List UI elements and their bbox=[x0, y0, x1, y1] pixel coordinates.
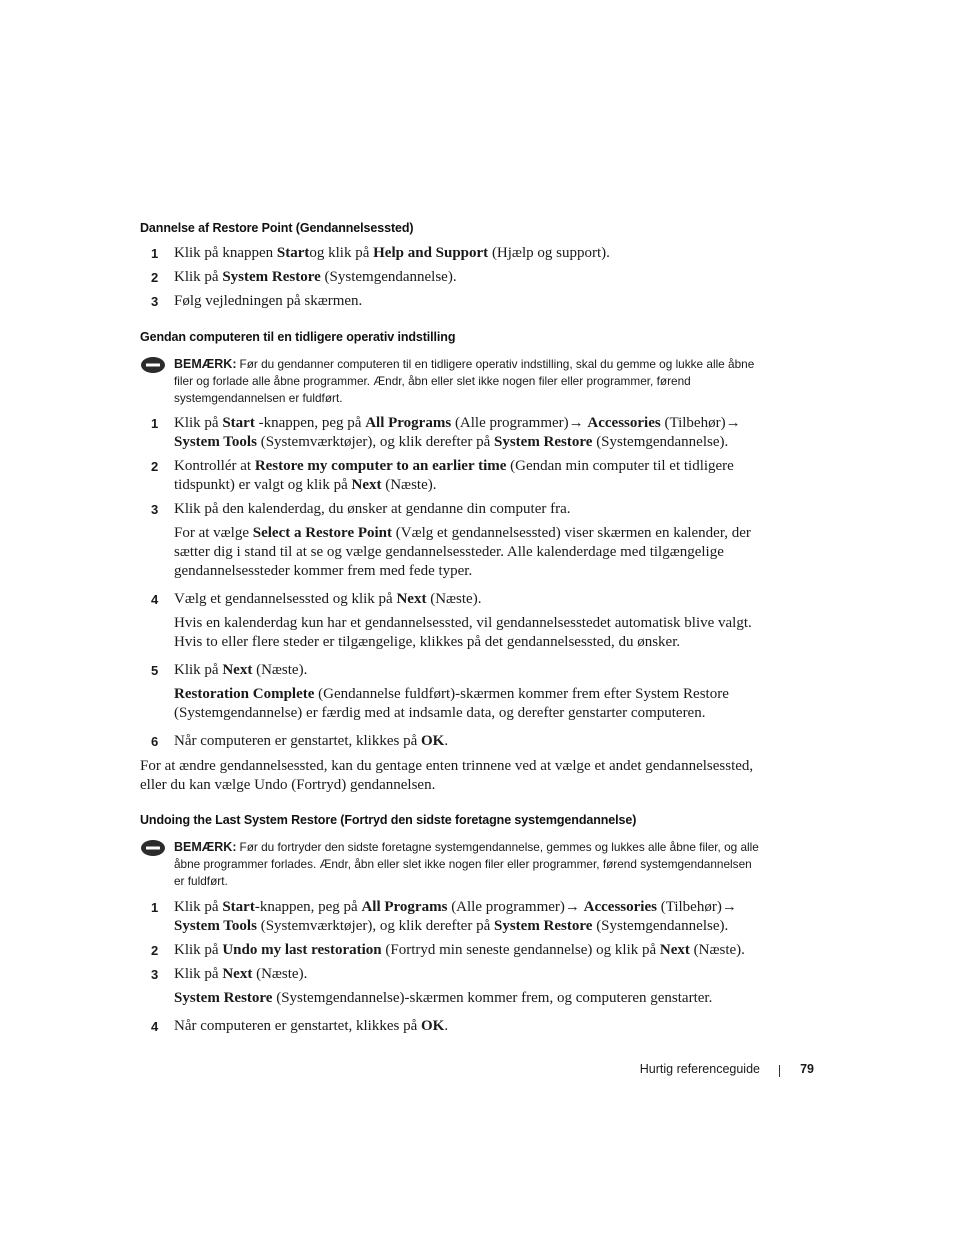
step-number: 1 bbox=[151, 900, 159, 915]
footer-divider bbox=[779, 1065, 780, 1077]
step-text: Kontrollér at Restore my computer to an earlier time (Gendan min computer til et tidligere tidspunkt) er valgt og klik på Next (Næste). bbox=[174, 458, 734, 493]
step-detail: Restoration Complete (Gendannelse fuldført)-skærmen kommer frem efter System Restore (Systemgendannelse) er færdig med at indsamle data, og derefter genstarter computeren. bbox=[174, 686, 729, 721]
notice-icon bbox=[140, 356, 166, 374]
step-number: 4 bbox=[151, 592, 159, 607]
list-item bbox=[140, 414, 760, 452]
step-text: Klik på den kalenderdag, du ønsker at gendanne din computer fra. bbox=[174, 501, 571, 517]
list-item bbox=[140, 1017, 760, 1036]
step-number: 5 bbox=[151, 663, 159, 678]
step-number: 1 bbox=[151, 246, 159, 261]
step-number: 2 bbox=[151, 459, 159, 474]
notice-icon bbox=[140, 839, 166, 857]
step-text: Klik på Undo my last restoration (Fortryd min seneste gendannelse) og klik på Next (Næste). bbox=[174, 942, 745, 958]
list-item bbox=[140, 965, 760, 984]
list-item bbox=[140, 941, 760, 960]
step-text: Klik på Next (Næste). bbox=[174, 662, 308, 678]
list-item bbox=[140, 590, 760, 609]
section-heading-restore-earlier: Gendan computeren til en tidligere operativ indstilling bbox=[140, 330, 456, 344]
step-text: Klik på Next (Næste). bbox=[174, 966, 308, 982]
step-text: Vælg et gendannelsessted og klik på Next (Næste). bbox=[174, 591, 482, 607]
closing-paragraph: For at ændre gendannelsessted, kan du gentage enten trinnene ved at vælge et andet gendannelsessted, eller du kan vælge Undo (Fortryd) gendannelsen. bbox=[140, 758, 754, 793]
step-text: Klik på System Restore (Systemgendannelse). bbox=[174, 269, 457, 285]
step-number: 3 bbox=[151, 294, 159, 309]
step-text: Klik på Start -knappen, peg på All Programs (Alle programmer)→ Accessories (Tilbehør)→ System Tools (Systemværktøjer), og klik derefter på System Restore (Systemgendannelse). bbox=[174, 415, 741, 450]
step-text: Følg vejledningen på skærmen. bbox=[174, 293, 363, 309]
list-item bbox=[140, 268, 760, 287]
list-item bbox=[140, 292, 760, 311]
step-detail: System Restore (Systemgendannelse)-skærmen kommer frem, og computeren genstarter. bbox=[174, 990, 713, 1006]
step-text: Når computeren er genstartet, klikkes på OK. bbox=[174, 1018, 449, 1034]
notice-text: Før du fortryder den sidste foretagne systemgendannelse, gemmes og lukkes alle åbne filer, og alle åbne programmer forlades. Ændr, åbn eller slet ikke nogen filer eller programmer, førend systemgendannelsen er fuldført. bbox=[174, 840, 759, 888]
list-item bbox=[140, 661, 760, 680]
step-number: 2 bbox=[151, 270, 159, 285]
step-number: 3 bbox=[151, 502, 159, 517]
notice-box bbox=[140, 839, 760, 890]
notice-text: Før du gendanner computeren til en tidligere operativ indstilling, skal du gemme og lukke alle åbne filer og forlade alle åbne programmer. Ændr, åbn eller slet ikke nogen filer eller programmer, førend systemgendannelsen er fuldført. bbox=[174, 357, 755, 405]
step-detail: For at vælge Select a Restore Point (Vælg et gendannelsessted) viser skærmen en kalender, der sætter dig i stand til at se og vælge gendannelsessteder. Alle kalenderdage med tilgængelige gendannelsessteder kommer frem med fede typer. bbox=[174, 525, 751, 579]
list-item bbox=[140, 244, 760, 263]
footer-title: Hurtig referenceguide bbox=[639, 1062, 760, 1076]
step-number: 6 bbox=[151, 734, 159, 749]
list-item bbox=[140, 500, 760, 519]
list-item bbox=[140, 457, 760, 495]
step-detail: Hvis en kalenderdag kun har et gendannelsessted, vil gendannelsesstedet automatisk blive valgt. Hvis to eller flere steder er tilgængelige, klikkes på det gendannelsessted, du ønsker. bbox=[174, 615, 752, 650]
list-item bbox=[140, 898, 760, 936]
section-heading-create-restore-point: Dannelse af Restore Point (Gendannelsessted) bbox=[140, 221, 414, 235]
notice-label: BEMÆRK: bbox=[174, 357, 237, 371]
notice-box bbox=[140, 356, 760, 407]
step-number: 1 bbox=[151, 416, 159, 431]
step-number: 3 bbox=[151, 967, 159, 982]
step-text: Klik på knappen Startog klik på Help and Support (Hjælp og support). bbox=[174, 245, 610, 261]
step-text: Klik på Start-knappen, peg på All Programs (Alle programmer)→ Accessories (Tilbehør)→ System Tools (Systemværktøjer), og klik derefter på System Restore (Systemgendannelse). bbox=[174, 899, 737, 934]
page-number: 79 bbox=[800, 1062, 814, 1076]
notice-label: BEMÆRK: bbox=[174, 840, 237, 854]
step-number: 2 bbox=[151, 943, 159, 958]
step-text: Når computeren er genstartet, klikkes på OK. bbox=[174, 733, 449, 749]
step-number: 4 bbox=[151, 1019, 159, 1034]
section-heading-undo-restore: Undoing the Last System Restore (Fortryd den sidste foretagne systemgendannelse) bbox=[140, 813, 637, 827]
page-footer bbox=[600, 1062, 820, 1080]
list-item bbox=[140, 732, 760, 751]
